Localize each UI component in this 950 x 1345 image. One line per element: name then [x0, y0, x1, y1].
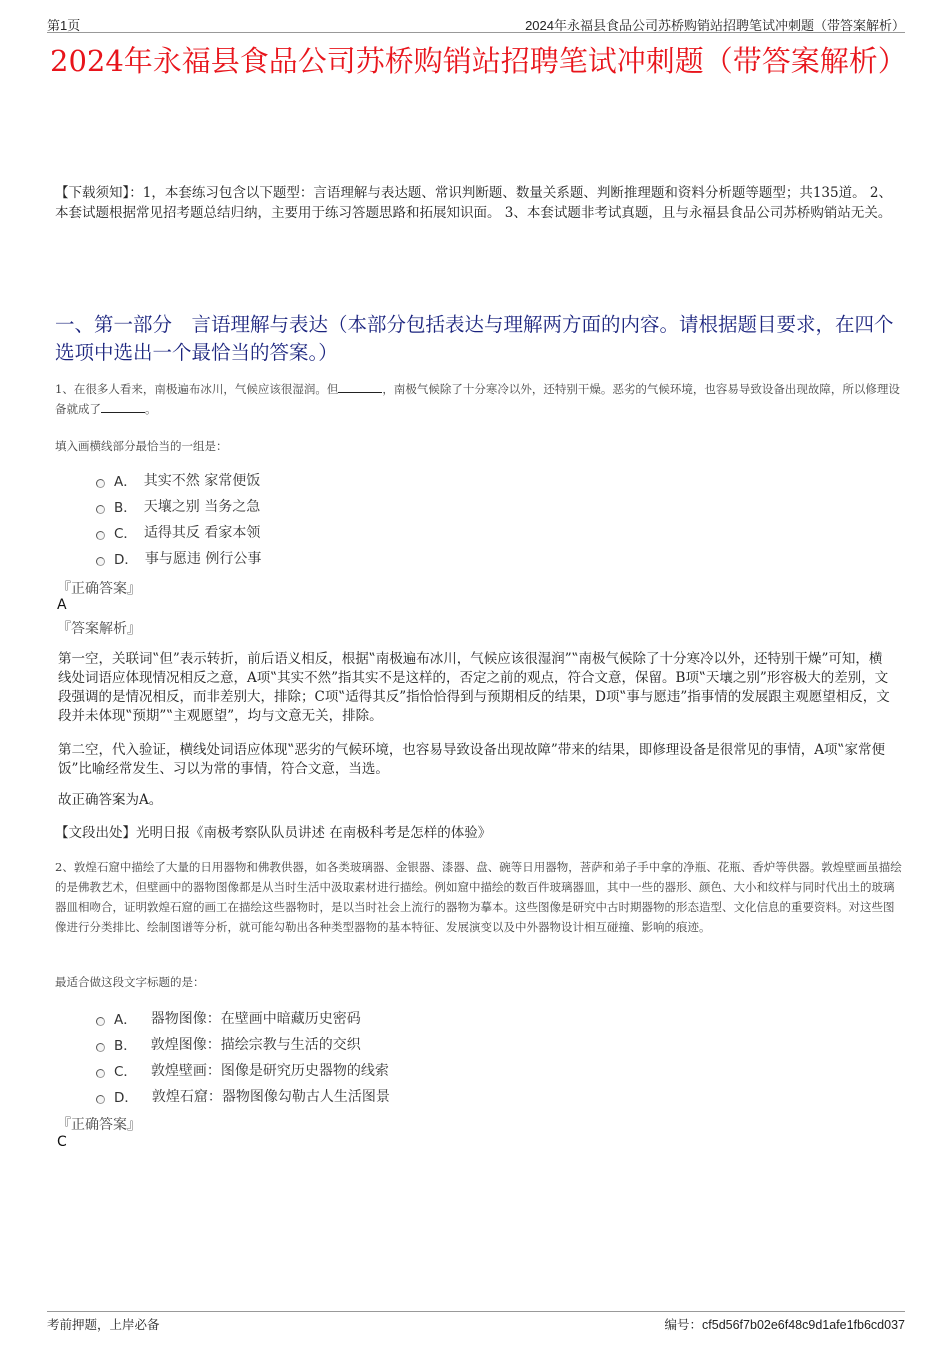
page-number: 第1页: [47, 18, 81, 33]
option-c[interactable]: [96, 1057, 390, 1083]
radio-button[interactable]: [96, 1069, 105, 1078]
option-letter: D．: [114, 552, 138, 568]
option-c[interactable]: [96, 519, 261, 545]
running-title: 2024年永福县食品公司苏桥购销站招聘笔试冲刺题（带答案解析）: [525, 18, 905, 33]
analysis-paragraph-1: 第一空，关联词‟但”表示转折，前后语义相反，根据‟南极遍布冰川，气候应该很湿润”‟南极气候除了十分寒冷以外，还特别干燥”可知，横线处词语应体现情况相反之意，A项‟其实不然”指其实不是这样的，否定之前的观点，符合文意，保留。B项‟天壤之别”形容极大的差别，文段强调的是情况相反，而非差别大，排除；C项‟适得其反”指恰恰得到与预期相反的结果，D项‟事与愿违”指事情的发展跟主观愿望相反，文段并未体现‟预期”‟主观愿望”，均与文意无关，排除。: [58, 651, 890, 724]
option-b[interactable]: [96, 1031, 390, 1057]
fill-blank: [338, 380, 382, 393]
running-header: [47, 12, 905, 33]
document-title: 2024年永福县食品公司苏桥购销站招聘笔试冲刺题（带答案解析）: [50, 44, 907, 78]
option-b[interactable]: [96, 493, 261, 519]
option-text: 天壤之别 当务之急: [143, 499, 261, 515]
option-text: 敦煌图像：描绘宗教与生活的交织: [150, 1037, 361, 1053]
option-text: 敦煌石窟：器物图像勾勒古人生活图景: [151, 1089, 390, 1105]
document-serial: 编号：cf5d56f7b02e6f48c9d1afe1fb6cd037: [664, 1318, 905, 1332]
radio-button[interactable]: [96, 505, 105, 514]
option-letter: B．: [114, 1038, 137, 1054]
option-a[interactable]: [96, 1005, 390, 1031]
correct-answer-label: 『正确答案』: [57, 581, 141, 597]
page-footer: [47, 1311, 905, 1332]
option-letter: B．: [114, 500, 137, 516]
question-1-prompt: 填入画横线部分最恰当的一组是：: [55, 439, 228, 453]
analysis-label: 『答案解析』: [57, 621, 141, 637]
stem-text: 。: [145, 402, 157, 416]
option-text: 适得其反 看家本领: [143, 525, 261, 541]
radio-button[interactable]: [96, 1095, 105, 1104]
option-a[interactable]: [96, 467, 261, 493]
option-letter: A．: [114, 474, 137, 490]
analysis-paragraph-2: 第二空，代入验证，横线处词语应体现‟恶劣的气候环境，也容易导致设备出现故障”带来的结果，即修理设备是很常见的事情，A项‟家常便饭”比喻经常发生、习以为常的事情，符合文意，当选。: [58, 742, 885, 777]
option-text: 事与愿违 例行公事: [144, 551, 262, 567]
question-1-stem: [55, 379, 900, 419]
question-2-prompt: 最适合做这段文字标题的是：: [55, 975, 205, 989]
option-letter: C．: [114, 526, 137, 542]
stem-text: 1、在很多人看来，南极遍布冰川，气候应该很湿润。但: [55, 382, 339, 396]
radio-button[interactable]: [96, 479, 105, 488]
option-text: 其实不然 家常便饭: [143, 473, 261, 489]
radio-button[interactable]: [96, 531, 105, 540]
option-letter: A．: [114, 1012, 137, 1028]
fill-blank: [101, 400, 145, 413]
stem-text: ，南极气候除了十分寒冷以外，还特别干燥。恶劣的气候环境，也容易导致设备出现故障，所以修理设备就成了: [55, 382, 900, 416]
option-letter: D．: [114, 1090, 138, 1106]
correct-answer: C: [57, 1134, 67, 1150]
option-letter: C．: [114, 1064, 137, 1080]
radio-button[interactable]: [96, 1017, 105, 1026]
section-title: 一、第一部分 言语理解与表达（本部分包括表达与理解两方面的内容。请根据题目要求，在四个选项中选出一个最恰当的答案。）: [55, 313, 894, 364]
correct-answer: A: [57, 597, 67, 613]
analysis-source: 【文段出处】光明日报《南极考察队队员讲述 在南极科考是怎样的体验》: [55, 825, 492, 841]
analysis-conclusion: 故正确答案为A。: [58, 792, 163, 808]
question-2-stem: 2、敦煌石窟中描绘了大量的日用器物和佛教供器，如各类玻璃器、金银器、漆器、盘、碗等日用器物，菩萨和弟子手中拿的净瓶、花瓶、香炉等供器。敦煌壁画虽描绘的是佛教艺术，但壁画中的器物图像都是从当时生活中汲取素材进行描绘。例如窟中描绘的数百件玻璃器皿，其中一些的器形、颜色、大小和纹样与同时代出土的玻璃器皿相吻合，证明敦煌石窟的画工在描绘这些器物时，是以当时社会上流行的器物为摹本。这些图像是研究中古时期器物的形态造型、文化信息的重要资料。对这些图像进行分类排比、绘制图谱等分析，就可能勾勒出各种类型器物的基本特征、发展演变以及中外器物设计相互碰撞、影响的痕迹。: [55, 860, 902, 934]
option-d[interactable]: [96, 1083, 390, 1109]
option-text: 敦煌壁画：图像是研究历史器物的线索: [150, 1063, 389, 1079]
download-notice: 【下载须知】：1，本套练习包含以下题型：言语理解与表达题、常识判断题、数量关系题、判断推理题和资料分析题等题型；共135道。 2、本套试题根据常见招考题总结归纳，主要用于练习答题思路和拓展知识面。 3、本套试题非考试真题，且与永福县食品公司苏桥购销站无关。: [55, 185, 892, 221]
radio-button[interactable]: [96, 1043, 105, 1052]
radio-button[interactable]: [96, 557, 105, 566]
question-1-options: [96, 467, 261, 571]
option-d[interactable]: [96, 545, 261, 571]
question-2-options: [96, 1005, 390, 1109]
footer-slogan: 考前押题，上岸必备: [47, 1318, 160, 1332]
correct-answer-label: 『正确答案』: [57, 1117, 141, 1133]
option-text: 器物图像：在壁画中暗藏历史密码: [150, 1011, 361, 1027]
